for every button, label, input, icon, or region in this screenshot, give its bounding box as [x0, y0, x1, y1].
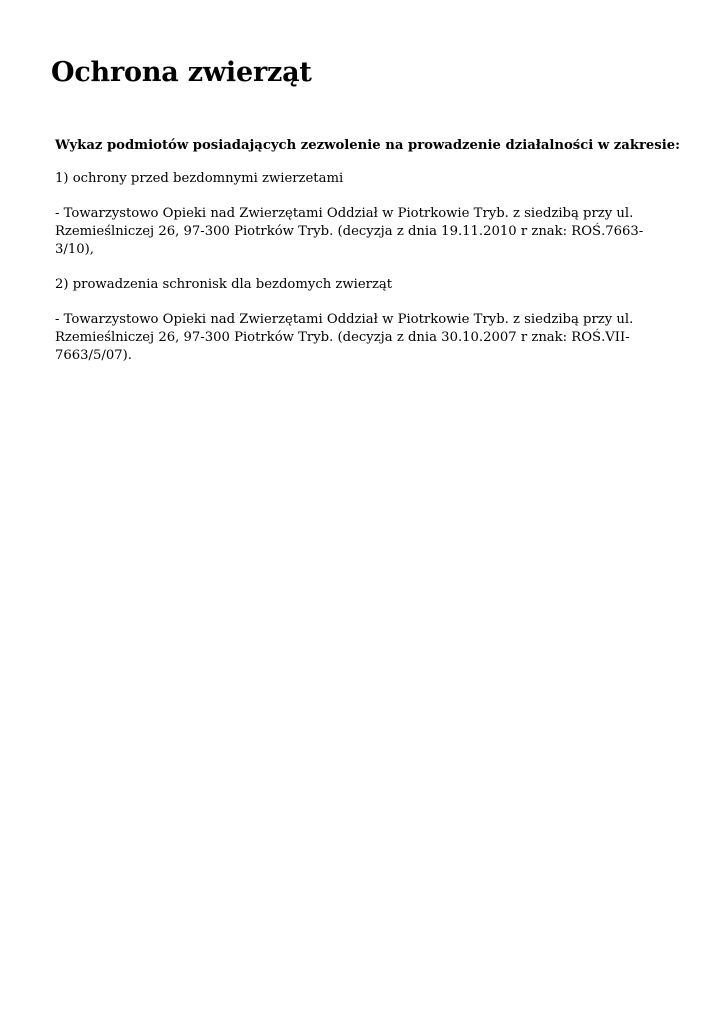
section-entry-2 [55, 311, 675, 365]
section-heading-1: 1) ochrony przed bezdomnymi zwierzetami [55, 171, 344, 186]
section-entry-2-line-2: Rzemieślniczej 26, 97-300 Piotrków Tryb. (decyzja z dnia 30.10.2007 r znak: ROŚ.VII-7663/5/07). [55, 330, 630, 363]
section-entry-2-line-1: - Towarzystowo Opieki nad Zwierzętami Oddział w Piotrkowie Tryb. z siedzibą przy ul. [55, 312, 634, 327]
section-entry-1-line-1: - Towarzystowo Opieki nad Zwierzętami Oddział w Piotrkowie Tryb. z siedzibą przy ul. [55, 206, 634, 221]
intro-heading: Wykaz podmiotów posiadających zezwolenie na prowadzenie działalności w zakresie: [55, 138, 680, 153]
section-entry-1-line-2: Rzemieślniczej 26, 97-300 Piotrków Tryb. (decyzja z dnia 19.11.2010 r znak: ROŚ.7663-3/10), [55, 224, 644, 257]
section-heading-2: 2) prowadzenia schronisk dla bezdomych zwierząt [55, 277, 393, 292]
page-title: Ochrona zwierząt [51, 57, 312, 88]
document-body [55, 137, 680, 382]
section-entry-1 [55, 205, 675, 259]
